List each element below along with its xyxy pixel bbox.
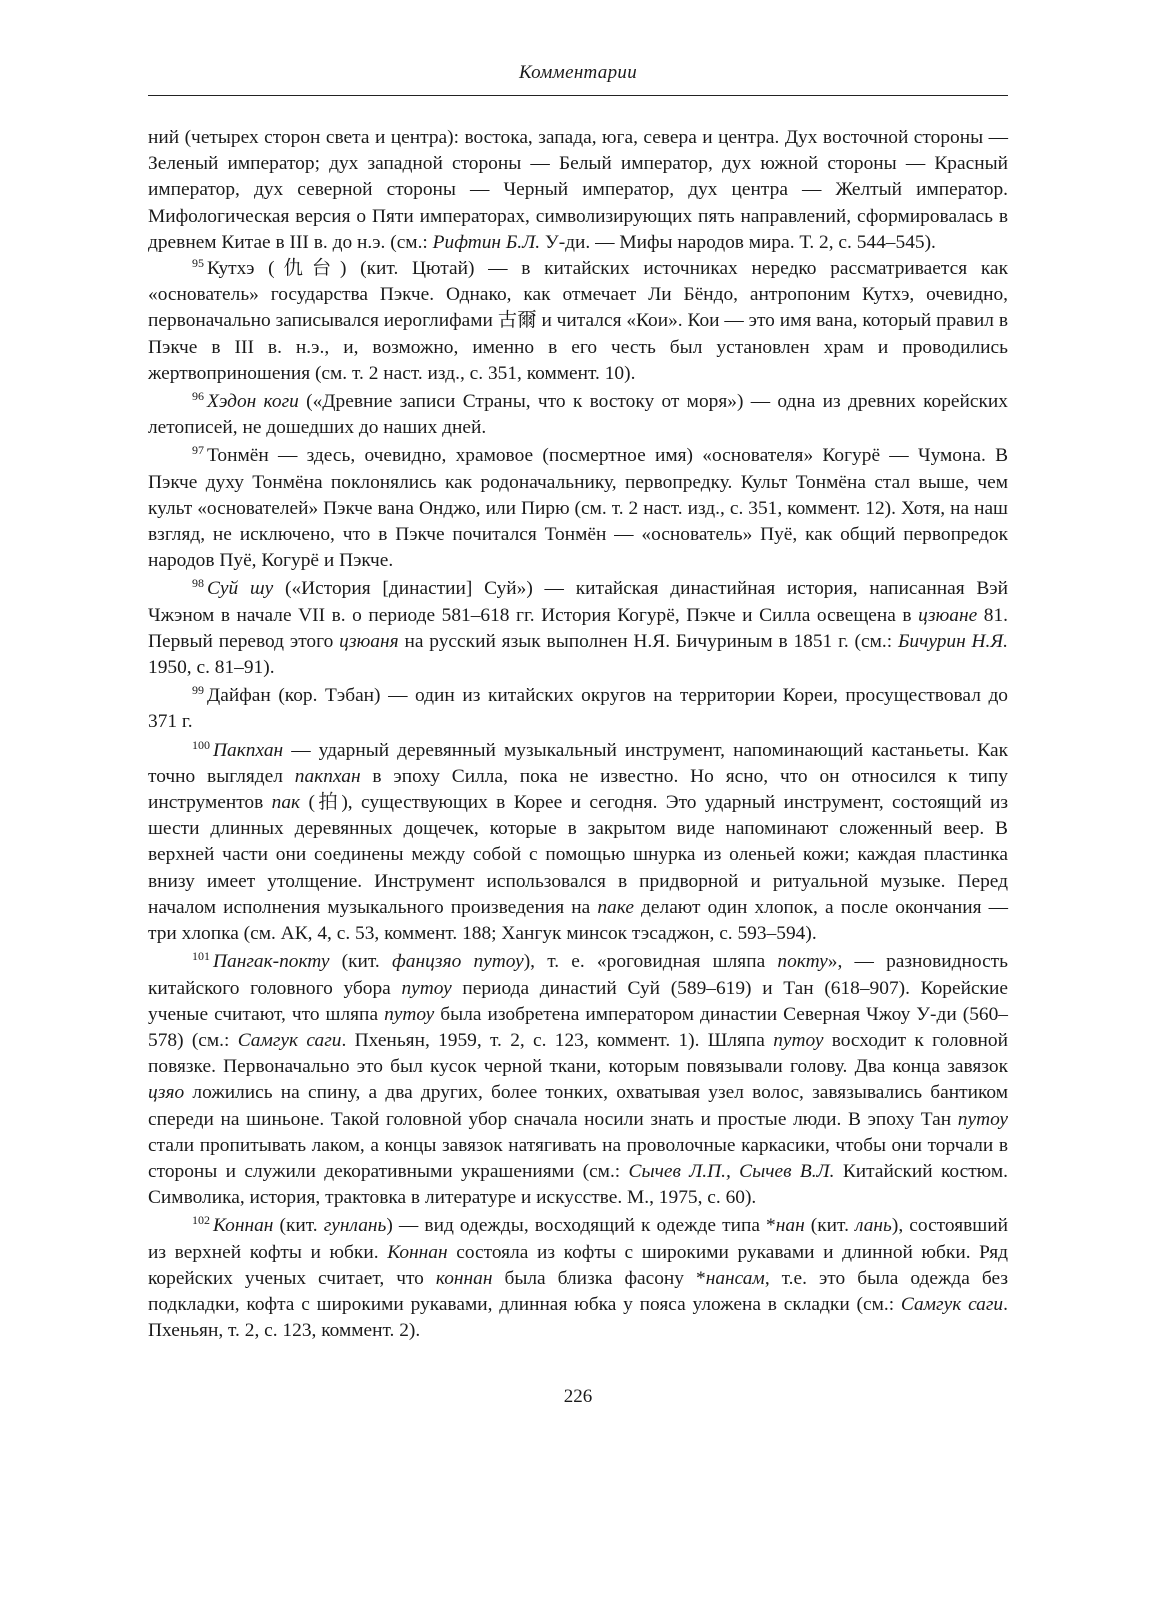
italic-text: фанцзяо путоу [391, 951, 524, 973]
italic-text: паке [597, 896, 634, 918]
text-segment: делают один хлопок, а после окончания — три хлопка (см. АК, 4, с. 53, коммент. 188; Хангук минсок тэсаджон, с. 593–594). [148, 896, 1009, 945]
italic-text: Коннан [213, 1215, 274, 1237]
italic-text: покту [777, 951, 828, 973]
text-segment: на русский язык выполнен Н.Я. Бичуриным в 1851 г. (см.: [398, 630, 898, 652]
text-segment: стали пропитывать лаком, а концы завязок натягивать на проволочные каркасики, чтобы они торчали в стороны и служили декоративными украшениями (см.: [148, 1134, 1008, 1182]
text-segment: , т.е. это была одежда без подкладки, кофта с широкими рукавами, длинная юбка у пояса уложена в складки (см.: [148, 1267, 1008, 1315]
italic-text: цзюаня [339, 630, 399, 652]
text-segment: ), т. е. «роговидная шляпа [523, 951, 778, 973]
text-segment: («История [династии] Суй») — китайская династийная история, написанная Вэй Чжэном в начале VII в. о периоде 581–618 гг. История Когурё, Пэкче и Силла освещена в [148, 578, 1008, 626]
text-segment: Кутхэ (仇台) (кит. Цютай) — в китайских источниках нередко рассматривается как «основатель» государства Пэкче. Однако, как отмечает Ли Бёндо, антропоним Кутхэ, очевидно, первоначально записывался иероглифами 古爾 и читался «Кои». Кои — это имя вана, который правил в Пэкче в III в. н.э., и, возможно, именно в его честь был установлен храм и проводились жертвоприношения (см. т. 2 наст. изд., с. 351, коммент. 10). [148, 258, 1008, 384]
text-segment: 81. Первый перевод этого [148, 604, 1008, 652]
text-segment: восходит к головной повязке. Первоначально это был кусок черной ткани, которым повязывали голову. Два конца завязок [148, 1029, 1008, 1078]
footnote-number: 100 [192, 737, 210, 752]
text-segment: Китайский костюм. Символика, история, трактовка в литературе и искусстве. М., 1975, с. 60). [148, 1160, 1009, 1209]
italic-text: Пангак-покту [213, 951, 330, 973]
text-segment: ний (четырех сторон света и центра): востока, запада, юга, севера и центра. Дух восточной стороны — Зеленый император; дух западной стороны — Белый император, дух южной стороны — Красный император, дух северной стороны — Черный император, дух центра — Желтый император. Мифологическая версия о Пяти императорах, символизирующих пять направлений, сформировалась в древнем Китае в III в. до н.э. (см.: [148, 127, 1008, 253]
italic-text: лань [855, 1215, 892, 1237]
italic-text: пакпхан [294, 765, 361, 787]
text-segment: была близка фасону * [492, 1267, 706, 1289]
footnote-96 [148, 389, 1008, 441]
footnote-number: 101 [192, 949, 210, 964]
italic-text: нан [775, 1215, 805, 1237]
italic-text: гунлань [323, 1215, 387, 1237]
italic-text: путоу [957, 1108, 1008, 1130]
text-segment: состояла из кофты с широкими рукавами и длинной юбки. Ряд корейских ученых считает, что [148, 1241, 1009, 1289]
text-segment: в эпоху Силла, пока не известно. Но ясно, что он относился к типу инструментов [148, 765, 1008, 814]
commentary-body [148, 125, 1008, 1344]
text-segment: ), состоявший из верхней кофты и юбки. [148, 1215, 1008, 1263]
footnote-number: 95 [192, 256, 204, 271]
text-segment: ложились на спину, а два других, более тонких, охватывая узел волос, завязывались бантиком спереди на шиньоне. Такой головной убор сначала носили знать и простые люди. В эпоху Тан [148, 1082, 1008, 1130]
page-number: 226 [563, 1386, 593, 1407]
text-segment: (кит. [804, 1215, 856, 1237]
italic-text: Самгук саги [237, 1029, 342, 1051]
header-rule [148, 95, 1008, 96]
italic-text: путоу [773, 1029, 824, 1051]
text-segment: (拍), существующих в Корее и сегодня. Это ударный инструмент, состоящий из шести длинных деревянных дощечек, которые в закрытом виде напоминают сложенный веер. В верхней части они соединены между собой с помощью шнурка из оленьей кожи; каждая пластинка внизу имеет утолщение. Инструмент использовался в придворной и ритуальной музыке. Перед началом исполнения музыкального произведения на [148, 792, 1008, 918]
text-segment: ) — вид одежды, восходящий к одежде типа * [386, 1215, 776, 1237]
footnote-101 [148, 949, 1008, 1211]
footnote-100 [148, 738, 1008, 948]
footnote-number: 98 [192, 576, 204, 591]
italic-text: путоу [401, 977, 452, 999]
italic-text: Коннан [387, 1241, 448, 1263]
italic-text: Самгук саги [900, 1293, 1004, 1315]
text-segment: (кит. [273, 1215, 324, 1237]
italic-text: Пакпхан [213, 739, 284, 761]
footnote-number: 97 [192, 443, 204, 458]
footnote-number: 96 [192, 389, 204, 404]
text-segment: . Пхеньян, т. 2, с. 123, коммент. 2). [148, 1293, 1008, 1342]
text-segment: («Древние записи Страны, что к востоку от моря») — одна из древних корейских летописей, не дошедших до наших дней. [148, 391, 1008, 439]
text-segment: У-ди. — Мифы народов мира. Т. 2, с. 544–545). [540, 231, 936, 253]
footnote-number: 99 [192, 683, 204, 698]
italic-text: цзюане [918, 604, 978, 626]
text-segment: », — разновидность китайского головного убора [148, 951, 1008, 999]
text-segment: . Пхеньян, 1959, т. 2, с. 123, коммент. 1). Шляпа [341, 1029, 774, 1051]
footnote-number: 102 [192, 1213, 210, 1228]
italic-text: Суй шу [207, 578, 274, 600]
footnote-99 [148, 683, 1008, 735]
running-head: Комментарии [518, 62, 638, 83]
italic-text: Хэдон коги [207, 391, 299, 413]
text-segment: 1950, с. 81–91). [148, 657, 275, 679]
text-segment: Дайфан (кор. Тэбан) — один из китайских округов на территории Кореи, просуществовал до 371 г. [148, 685, 1008, 733]
footnote-102 [148, 1213, 1008, 1344]
continued-paragraph [148, 125, 1008, 256]
italic-text: путоу [384, 1003, 435, 1025]
italic-text: Бичурин Н.Я. [897, 630, 1009, 652]
italic-text: Сычев Л.П., Сычев В.Л. [628, 1160, 835, 1182]
text-segment: периода династий Суй (589–619) и Тан (618–907). Корейские ученые считают, что шляпа [148, 977, 1008, 1025]
footnote-95 [148, 256, 1008, 387]
italic-text: пак [271, 792, 301, 814]
text-segment: — ударный деревянный музыкальный инструмент, напоминающий кастаньеты. Как точно выглядел [148, 739, 1008, 787]
italic-text: цзяо [148, 1082, 185, 1104]
text-segment: Тонмён — здесь, очевидно, храмовое (посмертное имя) «основателя» Когурё — Чумона. В Пэкче духу Тонмёна поклонялись как родоначальнику, первопредку. Культ Тонмёна стал выше, чем культ «основателей» Пэкче вана Онджо, или Пирю (см. т. 2 наст. изд., с. 351, коммент. 12). Хотя, на наш взгляд, не исключено, что в Пэкче почитался Тонмён — «основатель» Пуё, как общий первопредок народов Пуё, Когурё и Пэкче. [148, 445, 1008, 572]
footnote-98 [148, 576, 1008, 681]
text-segment: (кит. [329, 951, 392, 973]
italic-text: коннан [435, 1267, 493, 1289]
text-segment: была изобретена императором династии Северная Чжоу У-ди (560–578) (см.: [148, 1003, 1008, 1051]
italic-text: нансам [705, 1267, 765, 1289]
italic-text: Рифтин Б.Л. [432, 231, 541, 253]
footnote-97 [148, 443, 1008, 574]
